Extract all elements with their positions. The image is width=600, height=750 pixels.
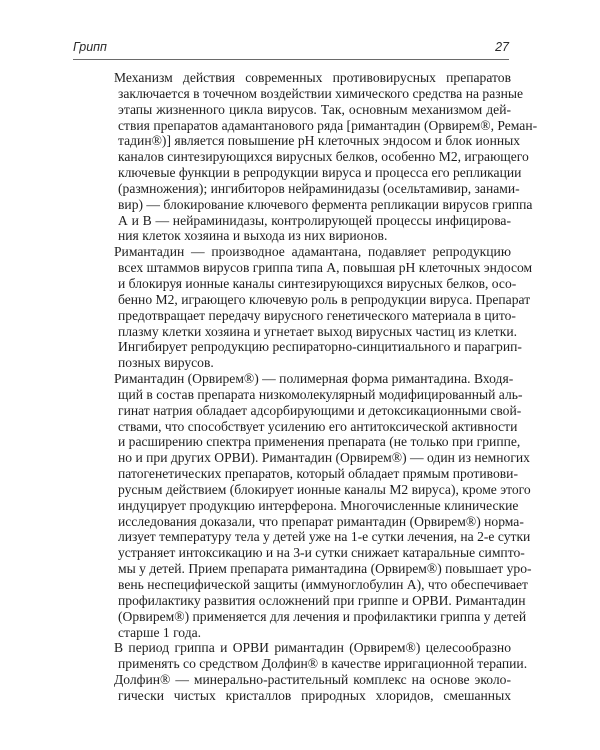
text-line: Механизм действия современных противовирусных препаратов <box>114 70 511 85</box>
text-line: Римантадин — производное адамантана, подавляет репродукцию <box>114 244 511 260</box>
text-line: русным действием (блокирует ионные каналы М2 вируса), кроме этого <box>118 481 531 497</box>
text-line: и блокируя ионные каналы синтезирующихся вирусных белков, осо- <box>118 275 517 291</box>
text-line: позных вирусов. <box>118 355 214 371</box>
text-line: предотвращает передачу вирусного генетического материала в цито- <box>118 307 516 323</box>
text-line: но и при других ОРВИ). Римантадин (Орвирем®) — один из немногих <box>118 450 530 466</box>
text-line: Римантадин (Орвирем®) — полимерная форма римантадина. Входя- <box>114 371 514 387</box>
paragraph <box>92 70 538 244</box>
text-line: всех штаммов вирусов гриппа типа А, повышая pH клеточных эндосом <box>118 260 533 276</box>
text-line: старше 1 года. <box>118 624 202 640</box>
text-line: устраняет интоксикацию и на 3-и сутки снижает катаральные симпто- <box>118 545 525 561</box>
chapter-title: Грипп <box>73 40 107 54</box>
text-line: (Орвирем®) применяется для лечения и профилактики гриппа у детей <box>118 608 527 624</box>
text-line: В период гриппа и ОРВИ римантадин (Орвирем®) целесообразно <box>114 640 511 656</box>
text-line: применять со средством Долфин® в качестве ирригационной терапии. <box>118 656 528 672</box>
text-line: лизует температуру тела у детей уже на 1-е сутки лечения, на 2-е сутки <box>118 529 531 545</box>
text-line: ствия препаратов адамантанового ряда [римантадин (Орвирем®, Реман- <box>118 117 538 133</box>
text-line: А и В — нейраминидазы, контролирующей процессы инфицирова- <box>118 212 511 228</box>
text-line: и расширению спектра применения препарата (не только при гриппе, <box>118 434 521 450</box>
header-rule <box>73 59 509 60</box>
text-line: Ингибирует репродукцию респираторно-синцитиального и парагрип- <box>118 339 522 355</box>
text-line: ния клеток хозяина и выхода из них вирионов. <box>118 228 388 244</box>
text-line: щий в состав препарата низкомолекулярный модифицированный аль- <box>118 386 523 402</box>
text-line: заключается в точечном воздействии химического средства на разные <box>118 85 524 101</box>
text-line: патогенетических препаратов, который обладает прямым противови- <box>118 466 518 482</box>
text-line: (размножения); ингибиторов нейраминидазы (осельтамивир, занами- <box>118 180 520 196</box>
text-line: ключевые функции в репродукции вируса и процесса его репликации <box>118 165 522 181</box>
text-line: тадин®)] является повышение pH клеточных эндосом и блок ионных <box>118 133 521 149</box>
text-line: вир) — блокирование ключевого фермента репликации вирусов гриппа <box>118 196 533 212</box>
text-line: мы у детей. Прием препарата римантадина (Орвирем®) повышает уро- <box>118 561 532 577</box>
paragraph <box>92 672 511 704</box>
text-line: этапы жизненного цикла вирусов. Так, основным механизмом дей- <box>118 101 511 117</box>
running-head <box>73 40 509 58</box>
paragraph <box>92 371 532 640</box>
text-line: ствами, что способствует усилению его антитоксической активности <box>118 418 518 434</box>
text-line: гинат натрия обладает адсорбирующими и детоксикационными свой- <box>118 402 522 418</box>
text-line: плазму клетки хозяина и угнетает выход вирусных частиц из клетки. <box>118 323 518 339</box>
text-line: каналов синтезирующихся вирусных белков, особенно М2, играющего <box>118 149 529 165</box>
paragraph <box>92 640 528 672</box>
body-text <box>92 70 538 704</box>
page-number: 27 <box>495 40 509 54</box>
text-line: бенно М2, играющего ключевую роль в репродукции вируса. Препарат <box>118 291 531 307</box>
text-line: Долфин® — минерально-растительный комплекс на основе эколо- <box>114 672 511 688</box>
text-line: профилактику развития осложнений при гриппе и ОРВИ. Римантадин <box>118 592 526 608</box>
text-line: индуцирует продукцию интерферона. Многочисленные клинические <box>118 497 519 513</box>
text-line: гически чистых кристаллов природных хлоридов, смешанных <box>118 687 511 703</box>
text-line: вень неспецифической защиты (иммуноглобулин А), что обеспечивает <box>118 577 528 592</box>
paragraph <box>92 244 533 371</box>
text-line: исследования доказали, что препарат римантадин (Орвирем®) норма- <box>118 513 524 529</box>
